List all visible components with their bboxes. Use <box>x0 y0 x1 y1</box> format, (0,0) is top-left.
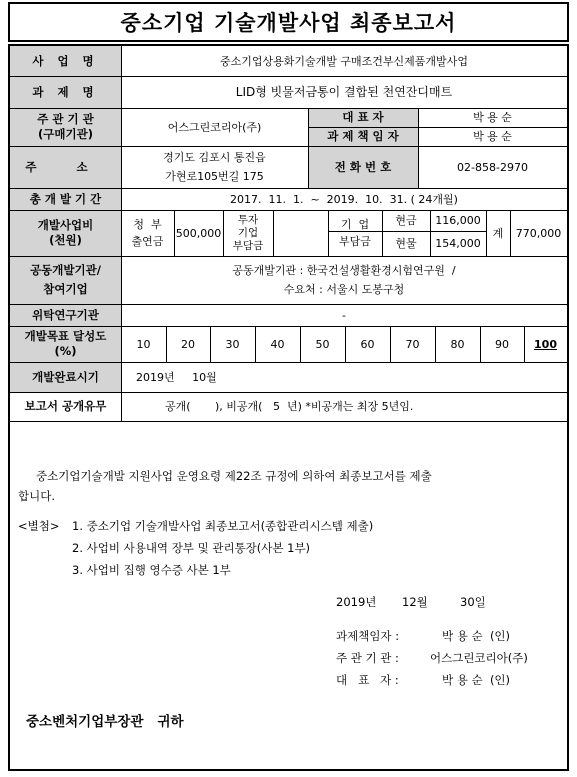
total-value: 770,000 <box>515 226 562 240</box>
address-line1: 경기도 김포시 통진읍 <box>163 151 266 164</box>
budget-label-line1: 개발사업비 <box>37 218 94 232</box>
completion-label: 개발완료시기 <box>32 369 99 384</box>
date-year: 2019년 <box>336 595 377 609</box>
attachment-3: 3. 사업비 집행 영수증 사본 1부 <box>72 563 231 577</box>
company-fund-label-line1: 기 업 <box>340 218 370 231</box>
gov-fund-label-line2: 출연금 <box>131 235 164 248</box>
statement-line-2: 합니다. <box>18 489 55 503</box>
achievement-selected: 100 <box>534 337 557 351</box>
pm-label: 과 제 책 임 자 <box>327 129 399 143</box>
budget-label <box>10 210 121 256</box>
business-name-label: 사 업 명 <box>32 53 99 68</box>
attachment-prefix: <별첨> <box>18 519 60 533</box>
gov-fund-label-line1: 청 부 <box>133 218 162 231</box>
date-month: 12월 <box>402 595 428 609</box>
gov-fund-label <box>121 210 174 256</box>
business-name-value: 중소기업상용화기술개발 구매조건부신제품개발사업 <box>220 54 468 68</box>
joint-org-label-line1: 공동개발기관/ <box>30 263 101 277</box>
host-org-label <box>10 108 121 146</box>
completion-value: 2019년 10월 <box>136 370 217 384</box>
pm-signature-label: 과제책임자 : <box>336 629 400 643</box>
host-org-label-line2: (구매기관) <box>38 127 93 141</box>
company-fund-label <box>328 210 382 256</box>
achievement-option: 80 <box>450 337 465 351</box>
host-org-label-line1: 주 관 기 관 <box>37 112 94 126</box>
investor-fund-label-line2: 기업 <box>237 226 259 239</box>
address-value <box>121 146 308 188</box>
consign-org-value: - <box>342 308 346 322</box>
consign-org-label: 위탁연구기관 <box>32 307 99 322</box>
achievement-option: 30 <box>225 337 240 351</box>
achievement-option: 50 <box>315 337 330 351</box>
joint-org-line2: 수요처 : 서울시 도봉구청 <box>283 283 405 296</box>
investor-fund-label-line3: 부담금 <box>232 239 264 252</box>
disclosure-value: 공개( ), 비공개( 5 년) *비공개는 최장 5년임. <box>165 400 414 413</box>
date-day: 30일 <box>460 595 486 609</box>
total-label: 계 <box>492 226 504 240</box>
joint-org-line1: 공동개발기관 : 한국건설생활환경시험연구원 / <box>232 264 456 277</box>
ceo-signature-value: 박 용 순 (인) <box>442 673 511 687</box>
achievement-option: 10 <box>136 337 151 351</box>
achievement-option: 70 <box>405 337 420 351</box>
attachment-2: 2. 사업비 사용내역 장부 및 관리통장(사본 1부) <box>72 541 311 555</box>
ceo-signature-label: 대 표 자 : <box>336 673 399 687</box>
investor-fund-label-line1: 투자 <box>237 213 259 226</box>
joint-org-label-line2: 참여기업 <box>43 282 88 296</box>
achievement-label <box>10 326 121 362</box>
budget-label-line2: (천원) <box>49 233 82 247</box>
ceo-value: 박 용 순 <box>473 111 512 124</box>
address-label: 주 소 <box>25 159 106 174</box>
achievement-option: 90 <box>495 337 509 351</box>
document-title: 중소기업 기술개발사업 최종보고서 <box>8 2 569 42</box>
statement-line-1: 중소기업기술개발 지원사업 운영요령 제22조 규정에 의하여 최종보고서를 제출 <box>36 469 432 483</box>
period-label: 총 개 발 기 간 <box>29 191 102 206</box>
org-signature-label: 주 관 기 관 : <box>336 651 399 665</box>
inkind-value: 154,000 <box>435 237 481 250</box>
host-org-value: 어스그린코리아(주) <box>167 120 262 134</box>
achievement-label-line2: (%) <box>54 344 77 358</box>
ceo-label: 대 표 자 <box>342 110 384 124</box>
investor-fund-label <box>223 210 273 256</box>
address-line2: 가현로105번길 175 <box>165 170 264 183</box>
addressee: 중소벤처기업부장관 귀하 <box>26 714 184 730</box>
company-fund-label-line2: 부담금 <box>339 235 371 248</box>
disclosure-label: 보고서 공개유무 <box>24 399 107 413</box>
project-name-label: 과 제 명 <box>32 84 99 99</box>
report-form <box>8 44 569 771</box>
achievement-option: 60 <box>360 337 375 351</box>
inkind-label: 현물 <box>395 237 417 250</box>
achievement-option: 40 <box>270 337 285 351</box>
pm-signature-value: 박 용 순 (인) <box>442 629 511 643</box>
gov-fund-value: 500,000 <box>175 226 222 240</box>
phone-label: 전 화 번 호 <box>334 159 392 174</box>
period-value: 2017. 11. 1. ~ 2019. 10. 31. ( 24개월) <box>230 192 458 206</box>
cash-label: 현금 <box>395 214 417 227</box>
project-name-value: LID형 빗물저금통이 결합된 천연잔디매트 <box>235 84 453 99</box>
phone-value: 02-858-2970 <box>457 160 528 174</box>
joint-org-label <box>10 256 121 304</box>
cash-value: 116,000 <box>435 214 481 227</box>
joint-org-value <box>121 256 567 304</box>
achievement-option: 20 <box>181 337 195 351</box>
attachment-1: 1. 중소기업 기술개발사업 최종보고서(종합관리시스템 제출) <box>72 519 374 533</box>
org-signature-value: 어스그린코리아(주) <box>430 651 528 665</box>
investor-fund-value <box>273 210 328 256</box>
pm-value: 박 용 순 <box>473 130 512 143</box>
achievement-label-line1: 개발목표 달성도 <box>24 329 107 343</box>
